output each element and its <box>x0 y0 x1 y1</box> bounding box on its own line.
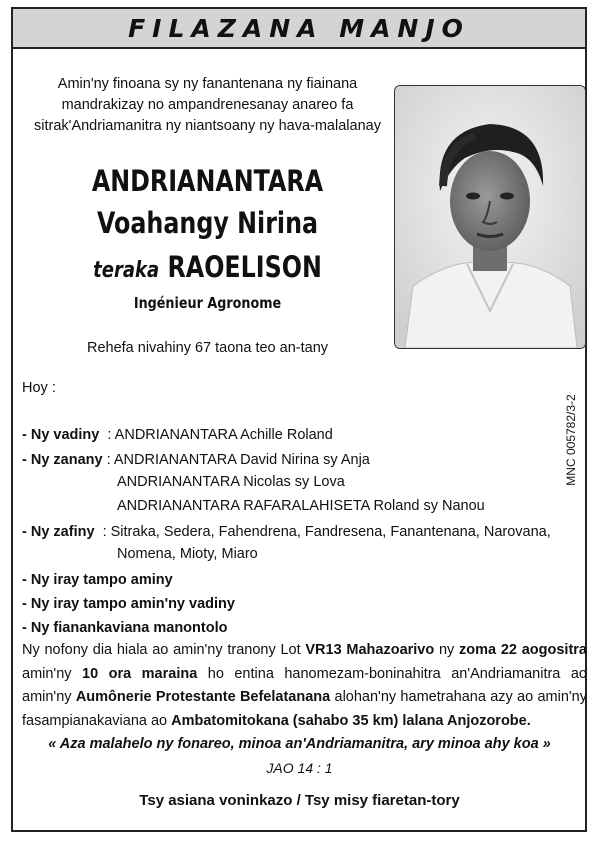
zanany-value-2: ANDRIANANTARA Nicolas sy Lova <box>117 474 345 490</box>
intro-text <box>30 74 385 137</box>
zanany-value-3: ANDRIANANTARA RAFARALAHISETA Roland sy Nanou <box>117 498 485 514</box>
portrait-photo <box>394 85 586 349</box>
tampo-vadiny-label: - Ny iray tampo amin'ny vadiny <box>22 596 235 612</box>
funeral-time: 10 ora maraina <box>82 665 198 682</box>
zanany-value: : ANDRIANANTARA David Nirina sy Anja <box>106 452 370 468</box>
zafiny-label: - Ny zafiny <box>22 524 95 540</box>
funeral-text: Ny nofony dia hiala ao amin'ny tranony Lot <box>22 642 306 658</box>
tampo-label: - Ny iray tampo aminy <box>22 572 173 588</box>
funeral-place: Ambatomitokana (sahabo 35 km) lalana Anjozorobe. <box>171 712 531 729</box>
notice-banner <box>13 9 585 49</box>
deceased-given-names: Voahangy Nirina <box>96 206 319 240</box>
intro-line: mandrakizay no ampandrenesanay anareo fa <box>61 97 354 113</box>
zanany-label: - Ny zanany <box>22 452 103 468</box>
bible-reference: JAO 14 : 1 <box>266 760 333 776</box>
funeral-address: VR13 Mahazoarivo <box>305 642 435 658</box>
funeral-date: zoma 22 aogositra <box>459 642 587 658</box>
zafiny-value: : Sitraka, Sedera, Fahendrena, Fandresena, Fanantenana, Narovana, <box>102 524 551 540</box>
tampo-vadiny-row <box>22 594 235 614</box>
fianakaviana-label: - Ny fianankaviana manontolo <box>22 620 228 636</box>
funeral-church: Aumônerie Protestante Befelatanana <box>75 689 331 705</box>
deceased-surname: ANDRIANANTARA <box>91 164 324 198</box>
reference-code <box>561 380 581 500</box>
bible-quote: « Aza malahelo ny fonareo, minoa an'Andriamanitra, ary minoa ahy koa » <box>48 736 551 752</box>
reference-code-text: MNC 005782/3-2 <box>564 394 578 486</box>
closing-note: Tsy asiana voninkazo / Tsy misy fiaretan-tory <box>139 792 460 809</box>
profession: Ingénieur Agronome <box>133 294 282 312</box>
intro-line: sitrak'Andriamanitra ny niantsoany ny hava-malalanay <box>34 118 381 134</box>
zanany-row <box>22 450 370 470</box>
vadiny-value: : ANDRIANANTARA Achille Roland <box>107 427 333 443</box>
fianakaviana-row <box>22 618 227 638</box>
funeral-text: amin'ny <box>22 665 82 682</box>
funeral-paragraph <box>22 639 587 733</box>
funeral-text: ny <box>434 642 460 658</box>
hoy-label: Hoy : <box>22 380 56 396</box>
age-line: Rehefa nivahiny 67 taona teo an-tany <box>86 340 329 356</box>
intro-line: Amin'ny finoana sy ny fanantenana ny fiainana <box>57 76 358 92</box>
tampo-row <box>22 570 173 590</box>
funeral-text: ho entina hanomezam-boninahitra an'Andriamanitra ao amin'ny <box>22 665 587 705</box>
vadiny-row <box>22 425 333 445</box>
banner-title: FILAZANA MANJO <box>128 13 470 43</box>
deceased-maiden-name-line <box>62 250 353 284</box>
maiden-name: RAOELISON <box>167 250 322 284</box>
funeral-text: alohan'ny hametrahana azy ao amin'ny fasampianakaviana ao <box>22 689 588 729</box>
portrait-icon <box>395 86 585 348</box>
vadiny-label: - Ny vadiny <box>22 427 100 443</box>
zafiny-value-2: Nomena, Mioty, Miaro <box>117 546 258 562</box>
zafiny-row <box>22 522 587 542</box>
teraka-label: teraka <box>93 258 160 283</box>
